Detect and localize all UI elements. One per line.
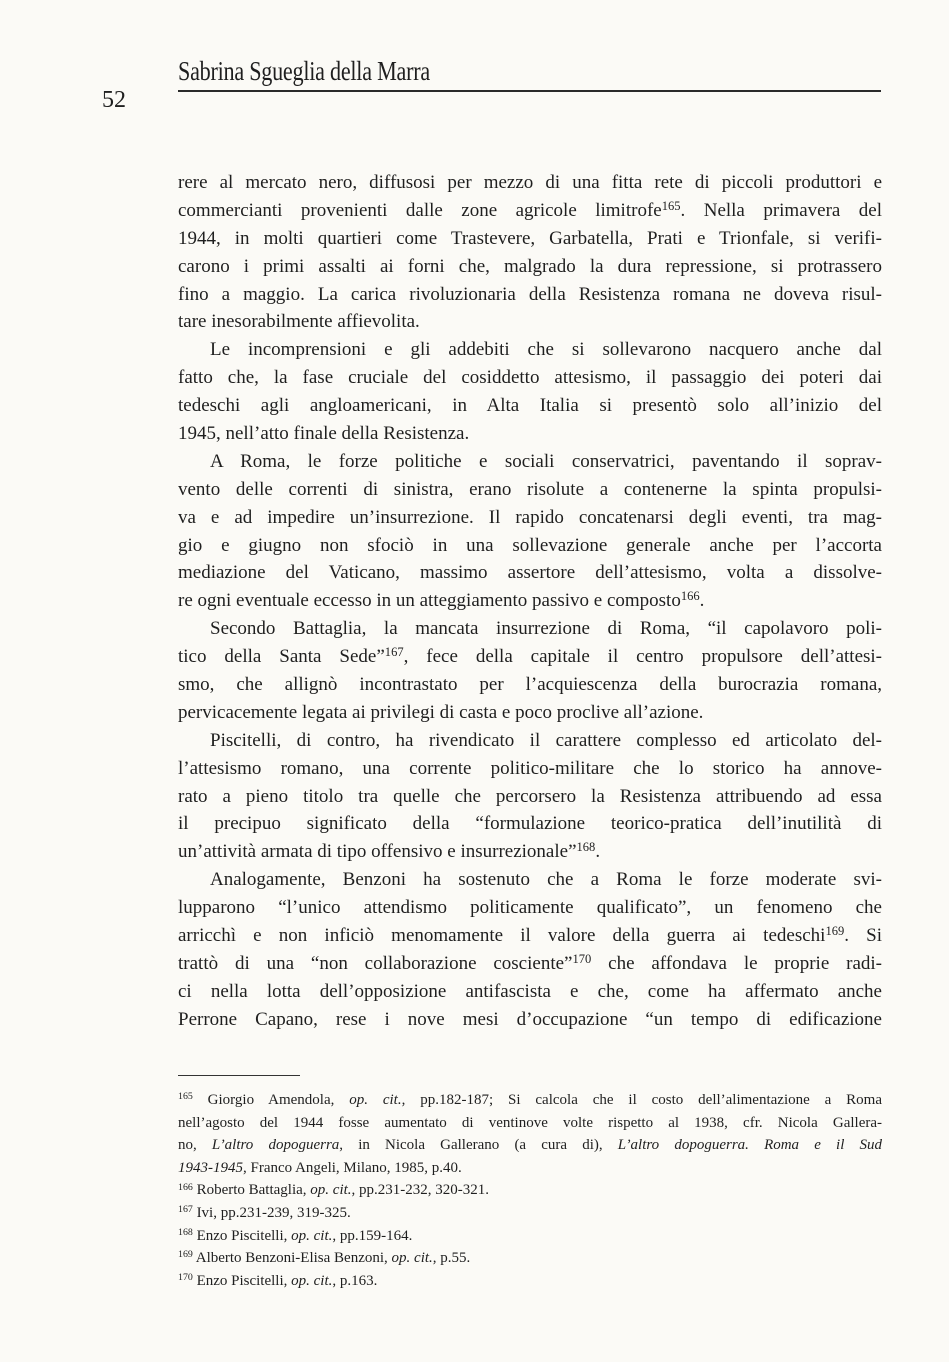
text-line (178, 1134, 882, 1157)
text-run: , fece della capitale il centro propulsore dell’attesi- (403, 646, 882, 668)
text-run: fino a maggio. La carica rivoluzionaria della Resistenza romana ne doveva risul- (178, 283, 882, 305)
footnote (178, 1089, 882, 1179)
text-line (178, 392, 882, 420)
text-run: Perrone Capano, rese i nove mesi d’occupazione “un tempo di edificazione (178, 1008, 882, 1030)
text-run: rato a pieno titolo tra quelle che percorsero la Resistenza attribuendo ad essa (178, 785, 882, 807)
text-line (178, 810, 882, 838)
text-run: Enzo Piscitelli, (192, 1272, 292, 1289)
footnote-ref: 168 (576, 840, 596, 855)
paragraph (178, 866, 882, 1033)
text-run: Ivi, pp.231-239, 319-325. (192, 1204, 351, 1221)
text-run: Alberto Benzoni-Elisa Benzoni, (192, 1250, 392, 1267)
footnotes (178, 1089, 882, 1292)
footnote-ref: 170 (178, 1272, 193, 1283)
text-run: Roberto Battaglia, (192, 1182, 311, 1199)
text-line (178, 532, 882, 560)
italic-run: L’altro dopoguerra (211, 1137, 340, 1154)
text-line (178, 420, 882, 448)
text-line (178, 1202, 882, 1225)
text-line (178, 1157, 882, 1180)
text-line (178, 699, 882, 727)
text-line (178, 1089, 882, 1112)
italic-run: op. cit. (310, 1182, 352, 1199)
text-run: rere al mercato nero, diffusosi per mezzo di una fitta rete di piccoli produttori e (178, 172, 882, 193)
text-line (178, 253, 882, 281)
text-line (178, 950, 882, 978)
paragraph (178, 615, 882, 727)
footnote (178, 1179, 882, 1202)
italic-run: op. cit. (291, 1272, 333, 1289)
text-run: va e ad impedire un’insurrezione. Il rapido concatenarsi degli eventi, tra mag- (178, 506, 882, 528)
text-line (178, 559, 882, 587)
text-run: Secondo Battaglia, la mancata insurrezione di Roma, “il capolavoro poli- (210, 618, 882, 640)
text-run: , p.163. (332, 1272, 378, 1289)
text-line (178, 922, 882, 950)
text-run: , pp.159-164. (332, 1227, 413, 1244)
text-run: A Roma, le forze politiche e sociali conservatrici, paventando il soprav- (210, 450, 882, 472)
text-run: fatto che, la fase cruciale del cosiddetto attesismo, il passaggio dei poteri dai (178, 367, 882, 389)
text-line (178, 1225, 882, 1248)
text-run: gio e giugno non sfociò in una sollevazione generale anche per l’accorta (178, 534, 882, 556)
footnote-ref: 165 (178, 1091, 193, 1103)
italic-run: L’altro dopoguerra. Roma e il Sud (617, 1137, 882, 1154)
italic-run: op. cit. (349, 1092, 402, 1108)
text-run: Enzo Piscitelli, (192, 1227, 292, 1244)
footnote-ref: 170 (572, 951, 592, 966)
text-run: nell’agosto del 1944 fosse aumentato di ventinove volte rispetto al 1938, cfr. Nicola Gallera- (178, 1114, 882, 1131)
footnote-ref: 169 (825, 924, 845, 939)
text-line (178, 783, 882, 811)
text-line (178, 364, 882, 392)
footnote-ref: 166 (680, 589, 700, 604)
text-run: commercianti provenienti dalle zone agricole limitrofe (178, 199, 662, 221)
text-line (178, 615, 882, 643)
text-run: . (699, 590, 705, 612)
footnote-ref: 167 (384, 645, 404, 660)
running-head-author: Sabrina Sgueglia della Marra (178, 56, 430, 86)
text-run: tedeschi agli angloamericani, in Alta Italia si presentò solo all’inizio del (178, 395, 882, 417)
text-run: mediazione del Vaticano, massimo assertore dell’attesismo, volta a dissolve- (178, 562, 882, 584)
text-run: smo, che allignò incontrastato per l’acquiescenza della burocrazia romana, (178, 674, 882, 696)
italic-run: op. cit. (391, 1250, 433, 1267)
text-run: Giorgio Amendola, (192, 1092, 350, 1108)
italic-run: 1943-1945 (178, 1159, 243, 1176)
paragraph (178, 336, 882, 448)
text-line (178, 1006, 882, 1034)
text-line (178, 727, 882, 755)
text-line (178, 671, 882, 699)
footnote-ref: 168 (178, 1226, 193, 1238)
text-run: tare inesorabilmente affievolita. (178, 311, 420, 333)
text-run: lupparono “l’unico attendismo politicamente qualificato”, un fenomeno che (178, 897, 882, 919)
text-run: . Si (844, 925, 882, 947)
text-line (178, 504, 882, 532)
text-line (178, 225, 882, 253)
text-run: , pp.231-232, 320-321. (351, 1182, 490, 1199)
text-run: , Franco Angeli, Milano, 1985, p.40. (243, 1159, 462, 1176)
footnote-ref: 165 (661, 198, 681, 213)
text-run: carono i primi assalti ai forni che, malgrado la dura repressione, si protrassero (178, 255, 882, 277)
footnote (178, 1202, 882, 1225)
footnote-ref: 167 (178, 1204, 193, 1216)
text-line (178, 308, 882, 336)
paragraph (178, 448, 882, 615)
paragraph (178, 169, 882, 336)
body-text (178, 169, 882, 1034)
page-number: 52 (102, 87, 126, 113)
text-run: l’attesismo romano, una corrente politico-militare che lo storico ha annove- (178, 757, 882, 779)
text-run: un’attività armata di tipo offensivo e insurrezionale” (178, 841, 577, 863)
text-line (178, 169, 882, 197)
text-line (178, 1247, 882, 1270)
text-run: Le incomprensioni e gli addebiti che si sollevarono nacquero anche dal (210, 339, 882, 361)
text-line (178, 336, 882, 364)
text-line (178, 1179, 882, 1202)
footnote-ref: 166 (178, 1181, 193, 1193)
text-line (178, 1112, 882, 1135)
text-line (178, 448, 882, 476)
text-run: tico della Santa Sede” (178, 646, 385, 668)
text-run: ci nella lotta dell’opposizione antifascista e che, come ha affermato anche (178, 980, 882, 1002)
text-run: no, (178, 1137, 212, 1154)
footnote (178, 1247, 882, 1270)
text-line (178, 281, 882, 309)
footnote (178, 1270, 882, 1293)
text-run: , p.55. (432, 1250, 471, 1267)
text-line (178, 894, 882, 922)
footnote (178, 1225, 882, 1248)
paragraph (178, 727, 882, 866)
text-run: . (595, 841, 601, 863)
text-run: pervicacemente legata ai privilegi di casta e poco proclive all’azione. (178, 701, 704, 723)
text-run: 1945, nell’atto finale della Resistenza. (178, 423, 470, 445)
text-run: 1944, in molti quartieri come Trastevere, Garbatella, Prati e Trionfale, si verifi- (178, 227, 882, 249)
text-run: , in Nicola Gallerano (a cura di), (339, 1137, 618, 1154)
text-line (178, 838, 882, 866)
text-run: . Nella primavera del (680, 199, 882, 221)
text-run: re ogni eventuale eccesso in un atteggiamento passivo e composto (178, 590, 681, 612)
text-line (178, 476, 882, 504)
footnote-separator (178, 1075, 300, 1076)
text-run: che affondava le proprie radi- (591, 952, 882, 974)
text-run: , pp.182-187; Si calcola che il costo dell’alimentazione a Roma (401, 1092, 882, 1108)
text-run: vento delle correnti di sinistra, erano risolute a contenerne la spinta propulsi- (178, 478, 882, 500)
footnote-ref: 169 (178, 1249, 193, 1261)
text-line (178, 755, 882, 783)
text-run: il precipuo significato della “formulazione teorico-pratica dell’inutilità di (178, 813, 882, 835)
text-run: arricchì e non inficiò menomamente il valore della guerra ai tedeschi (178, 925, 826, 947)
text-line (178, 197, 882, 225)
text-line (178, 587, 882, 615)
text-line (178, 978, 882, 1006)
header-rule (178, 90, 881, 92)
italic-run: op. cit. (291, 1227, 333, 1244)
text-line (178, 866, 882, 894)
text-line (178, 1270, 882, 1293)
text-line (178, 643, 882, 671)
text-run: Analogamente, Benzoni ha sostenuto che a Roma le forze moderate svi- (210, 869, 882, 891)
text-run: trattò di una “non collaborazione cosciente” (178, 952, 573, 974)
text-run: Piscitelli, di contro, ha rivendicato il carattere complesso ed articolato del- (210, 729, 882, 751)
